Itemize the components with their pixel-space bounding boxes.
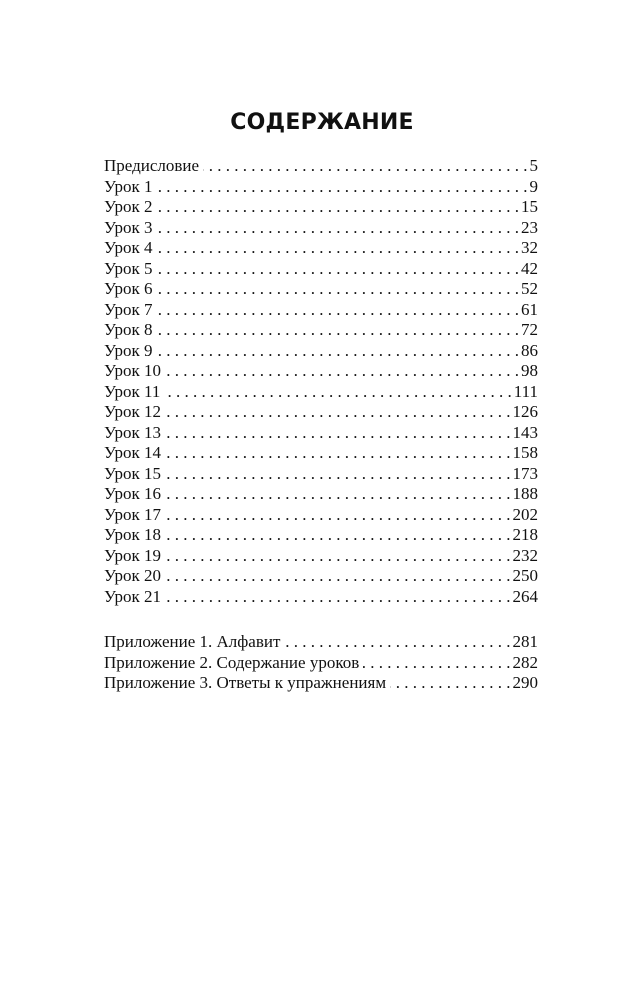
toc-entry-page-number: 9 — [529, 176, 538, 196]
dot-leader — [165, 402, 510, 423]
toc-entry-page-number: 250 — [512, 566, 538, 585]
toc-entry-label: Урок 1 — [104, 176, 153, 196]
dot-leader — [203, 156, 527, 177]
dot-leader — [157, 300, 519, 321]
dot-leader — [165, 505, 510, 526]
dot-leader — [165, 566, 510, 587]
toc-entry — [104, 341, 538, 362]
toc-entry — [104, 300, 538, 321]
toc-entry-label: Урок 17 — [104, 504, 162, 524]
dot-leader — [363, 653, 510, 674]
page-title: СОДЕРЖАНИЕ — [230, 110, 414, 135]
dot-leader — [165, 443, 510, 464]
toc-entry-label: Приложение 2. Содержание уроков — [104, 652, 360, 672]
toc-entry-label: Урок 7 — [104, 299, 153, 319]
toc-entry-page-number: 264 — [512, 586, 538, 606]
toc-entry-page-number: 61 — [521, 299, 538, 319]
toc-entry-label: Урок 14 — [104, 443, 162, 462]
toc-entry — [104, 505, 538, 526]
toc-entry — [104, 382, 538, 403]
toc-entry — [104, 279, 538, 300]
toc-entry-page-number: 111 — [513, 381, 538, 401]
toc-entry-label: Урок 8 — [104, 320, 153, 339]
toc-entry — [104, 632, 538, 653]
toc-entry-label: Урок 12 — [104, 402, 162, 421]
dot-leader — [157, 238, 519, 259]
toc-entry-page-number: 173 — [512, 463, 538, 483]
dot-leader — [164, 382, 511, 403]
table-of-contents-lessons — [104, 156, 538, 607]
toc-entry-page-number: 282 — [512, 652, 538, 672]
toc-entry — [104, 464, 538, 485]
toc-entry-page-number: 23 — [521, 217, 538, 237]
toc-entry-label: Предисловие — [104, 156, 200, 175]
dot-leader — [157, 320, 519, 341]
toc-entry-page-number: 86 — [521, 340, 538, 360]
toc-entry-label: Урок 6 — [104, 279, 153, 298]
toc-entry — [104, 423, 538, 444]
toc-entry-page-number: 188 — [512, 484, 538, 503]
toc-entry-label: Урок 15 — [104, 463, 162, 483]
dot-leader — [157, 259, 519, 280]
dot-leader — [157, 218, 519, 239]
toc-entry-label: Приложение 3. Ответы к упражнениям — [104, 673, 387, 692]
toc-entry — [104, 566, 538, 587]
toc-entry-page-number: 202 — [512, 504, 538, 524]
toc-entry-label: Урок 9 — [104, 340, 153, 360]
toc-entry — [104, 587, 538, 608]
dot-leader — [165, 361, 519, 382]
toc-entry-label: Урок 18 — [104, 525, 162, 544]
toc-entry-label: Урок 4 — [104, 238, 153, 257]
toc-entry-page-number: 143 — [512, 422, 538, 442]
toc-entry-label: Урок 16 — [104, 484, 162, 503]
dot-leader — [165, 423, 510, 444]
toc-entry-page-number: 42 — [521, 258, 538, 278]
toc-entry — [104, 443, 538, 464]
toc-entry-page-number: 218 — [512, 525, 538, 544]
toc-entry-page-number: 158 — [512, 443, 538, 462]
toc-entry — [104, 238, 538, 259]
toc-entry-page-number: 5 — [529, 156, 538, 175]
toc-entry — [104, 402, 538, 423]
toc-entry — [104, 320, 538, 341]
toc-entry-label: Приложение 1. Алфавит — [104, 632, 281, 651]
toc-entry — [104, 197, 538, 218]
toc-entry-page-number: 32 — [521, 238, 538, 257]
toc-entry — [104, 218, 538, 239]
dot-leader — [390, 673, 510, 694]
dot-leader — [157, 341, 519, 362]
dot-leader — [165, 525, 510, 546]
dot-leader — [165, 464, 510, 485]
dot-leader — [165, 546, 510, 567]
toc-entry-label: Урок 20 — [104, 566, 162, 585]
toc-entry-page-number: 290 — [512, 673, 538, 692]
toc-entry-page-number: 281 — [512, 632, 538, 651]
toc-entry-label: Урок 21 — [104, 586, 162, 606]
toc-entry-label: Урок 2 — [104, 197, 153, 216]
toc-entry-label: Урок 5 — [104, 258, 153, 278]
toc-entry-page-number: 126 — [512, 402, 538, 421]
dot-leader — [157, 279, 519, 300]
dot-leader — [165, 587, 510, 608]
toc-entry-label: Урок 10 — [104, 361, 162, 380]
toc-entry — [104, 525, 538, 546]
toc-entry-page-number: 15 — [521, 197, 538, 216]
toc-entry — [104, 361, 538, 382]
toc-entry-label: Урок 11 — [104, 381, 161, 401]
toc-entry-page-number: 232 — [512, 545, 538, 565]
toc-entry — [104, 546, 538, 567]
toc-entry — [104, 177, 538, 198]
toc-entry — [104, 673, 538, 694]
toc-entry — [104, 484, 538, 505]
toc-entry-page-number: 52 — [521, 279, 538, 298]
dot-leader — [284, 632, 510, 653]
toc-entry-label: Урок 19 — [104, 545, 162, 565]
dot-leader — [157, 197, 519, 218]
toc-entry — [104, 259, 538, 280]
table-of-contents-appendices — [104, 632, 538, 694]
toc-entry-page-number: 98 — [521, 361, 538, 380]
toc-entry — [104, 156, 538, 177]
toc-entry-label: Урок 13 — [104, 422, 162, 442]
toc-entry — [104, 653, 538, 674]
toc-entry-label: Урок 3 — [104, 217, 153, 237]
toc-entry-page-number: 72 — [521, 320, 538, 339]
dot-leader — [165, 484, 510, 505]
dot-leader — [157, 177, 528, 198]
